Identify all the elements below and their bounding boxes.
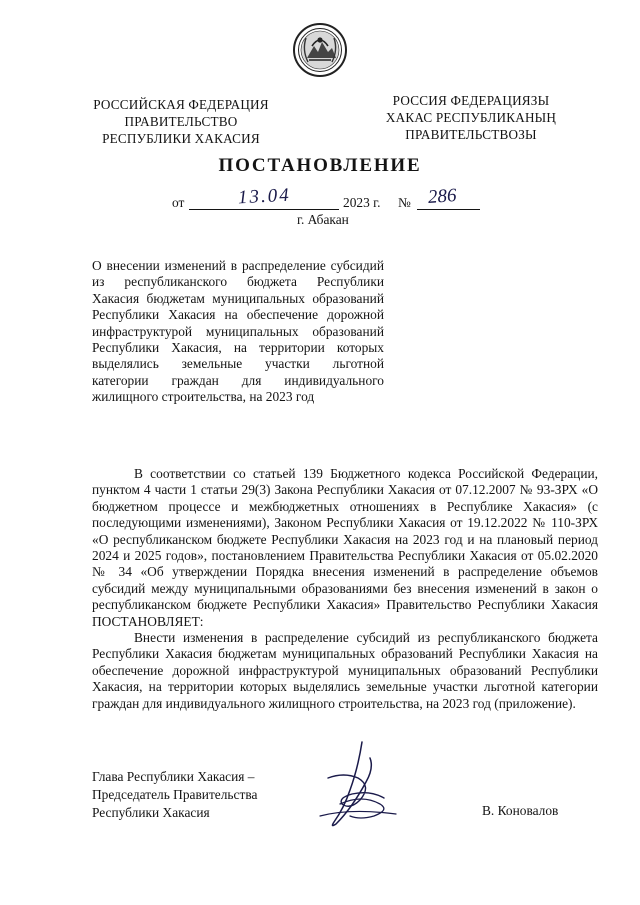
number-underline — [417, 209, 480, 210]
header-left-line: РОССИЙСКАЯ ФЕДЕРАЦИЯ — [93, 97, 269, 112]
header-right — [376, 92, 566, 143]
date-underline — [189, 209, 339, 210]
city: г. Абакан — [297, 212, 349, 227]
year-text: 2023 г. — [343, 195, 381, 210]
header-left-line: ПРАВИТЕЛЬСТВО — [124, 114, 238, 129]
handwritten-signature-icon — [300, 738, 410, 830]
signatory-title-line: Республики Хакасия — [92, 805, 210, 820]
header-right-line: ПРАВИТЕЛЬСТВОЗЫ — [405, 127, 537, 142]
signatory-name: В. Коновалов — [482, 803, 559, 818]
signatory-title — [92, 768, 257, 822]
document-title: ПОСТАНОВЛЕНИЕ — [218, 155, 422, 176]
number-handwritten: 286 — [427, 185, 458, 208]
document-body — [92, 466, 598, 712]
date-prefix: от — [172, 195, 185, 210]
header-left-line: РЕСПУБЛИКИ ХАКАСИЯ — [102, 131, 260, 146]
signatory-title-line: Председатель Правительства — [92, 787, 258, 802]
signatory-title-line: Глава Республики Хакасия – — [92, 769, 255, 784]
number-label: № — [398, 195, 411, 210]
document-subject: О внесении изменений в распределение субсидий из республиканского бюджета Республики Хакасия бюджетам муниципальных образований Республики Хакасия на обеспечение дорожной инфраструктурой муниципальных образований Республики Хакасия, на территории которых выделялись земельные участки льготной категории граждан для индивидуального жилищного строительства, на 2023 год — [92, 258, 384, 405]
date-handwritten: 13.04 — [237, 184, 292, 209]
header-right-line: ХАКАС РЕСПУБЛИКАНЫҢ — [385, 110, 557, 125]
coat-of-arms-icon — [292, 22, 348, 78]
header-right-line: РОССИЯ ФЕДЕРАЦИЯЗЫ — [392, 93, 550, 108]
body-paragraph: Внести изменения в распределение субсидий из республиканского бюджета Республики Хакасия бюджетам муниципальных образований Республики Хакасия на обеспечение дорожной инфраструктурой муниципальных образований Республики Хакасия, на территории которых выделялись земельные участки льготной категории граждан для индивидуального жилищного строительства, на 2023 год (приложение). — [92, 630, 598, 711]
header-left — [86, 96, 276, 147]
body-paragraph: В соответствии со статьей 139 Бюджетного кодекса Российской Федерации, пунктом 4 части 1 статьи 29(3) Закона Республики Хакасия от 07.12.2007 № 93-ЗРХ «О бюджетном процессе и межбюджетных отношениях в Республике Хакасия» (с последующими изменениями), Законом Республики Хакасия от 19.12.2022 № 110-ЗРХ «О республиканском бюджете Республики Хакасия на 2023 год и на плановый период 2024 и 2025 годов», постановлением Правительства Республики Хакасия от 05.02.2020 № 34 «Об утверждении Порядка внесения изменений в распределение объемов субсидий между муниципальными образованиями без внесения изменений в закон о республиканском бюджете Республики Хакасия» Правительство Республики Хакасия ПОСТАНОВЛЯЕТ: — [92, 466, 598, 629]
